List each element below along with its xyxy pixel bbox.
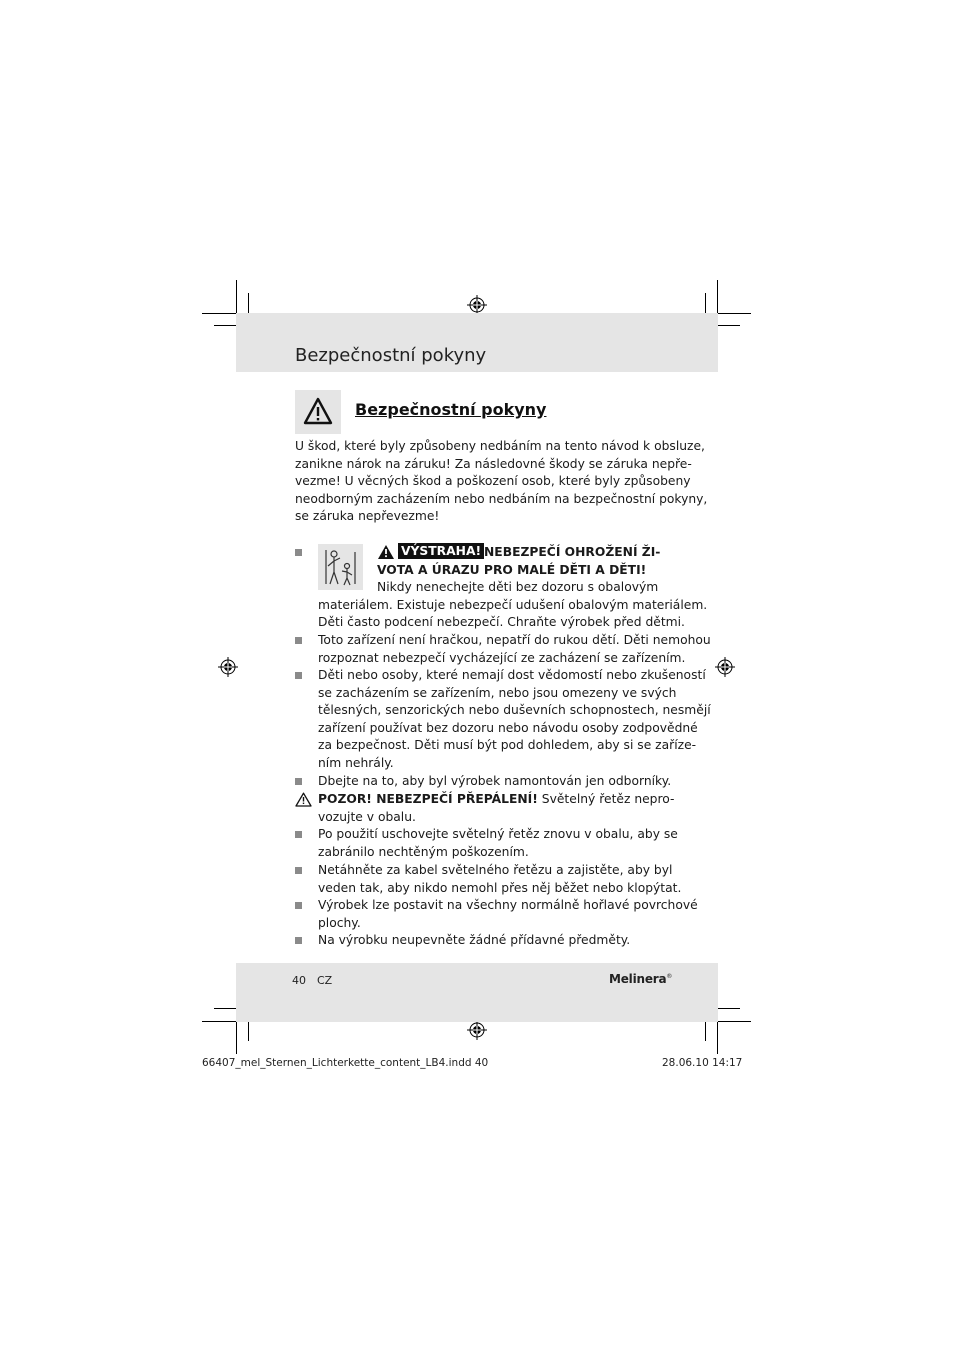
bullet-marker	[295, 637, 302, 644]
crop-mark	[202, 313, 236, 314]
crop-mark	[718, 313, 751, 314]
list-item	[318, 773, 671, 791]
registration-mark-icon	[467, 295, 487, 315]
list-item-line: zabránilo nechtěným poškozením.	[318, 844, 529, 859]
list-item-line: ním nehrály.	[318, 755, 394, 770]
list-item-line: Děti nebo osoby, které nemají dost vědomostí nebo zkušeností	[318, 668, 706, 682]
list-item-line: vozujte v obalu.	[318, 809, 416, 824]
intro-paragraph	[295, 438, 708, 526]
child-warning-box	[318, 544, 363, 590]
child-warning-icon	[318, 544, 363, 590]
list-item	[318, 897, 698, 932]
crop-mark	[202, 1021, 236, 1022]
overheat-warning-bold: POZOR! NEBEZPEČÍ PŘEPÁLENÍ!	[318, 792, 538, 806]
list-item	[318, 667, 711, 773]
bullet-marker	[295, 549, 302, 556]
intro-line: vezme! U věcných škod a poškození osob, které byly způsobeny	[295, 474, 691, 489]
page-title: Bezpečnostní pokyny	[295, 345, 487, 366]
warning-triangle-icon	[377, 544, 395, 560]
warning-title-line: NEBEZPEČÍ OHROŽENÍ ŽI-	[484, 545, 661, 559]
bullet-marker	[295, 831, 302, 838]
list-item	[318, 791, 674, 826]
crop-mark	[236, 280, 237, 313]
list-item-line: Netáhněte za kabel světelného řetězu a zajistěte, aby byl	[318, 863, 673, 877]
crop-mark	[717, 1021, 718, 1054]
crop-mark	[715, 325, 740, 326]
section-heading: Bezpečnostní pokyny	[355, 400, 547, 419]
list-item-line: veden tak, aby nikdo nemohl přes něj běžet nebo klopýtat.	[318, 880, 682, 895]
warning-body-line: materiálem. Existuje nebezpečí udušení obalovým materiálem.	[318, 598, 708, 612]
warning-body-line: Nikdy nenechejte děti bez dozoru s obalovým	[377, 580, 659, 594]
list-item-line: zařízení používat bez dozoru nebo návodu osoby zodpovědné	[318, 720, 698, 735]
crop-mark	[718, 1021, 751, 1022]
print-slug-file: 66407_mel_Sternen_Lichterkette_content_LB4.indd 40	[202, 1057, 489, 1069]
list-item	[318, 862, 681, 897]
list-item-line: plochy.	[318, 915, 361, 930]
list-item-line	[318, 791, 674, 809]
intro-line: se záruka nepřevezme!	[295, 509, 440, 524]
bullet-marker	[295, 937, 302, 944]
intro-line: U škod, které byly způsobeny nedbáním na tento návod k obsluze,	[295, 439, 705, 453]
intro-line: zanikne nárok na záruku! Za následovné škody se záruka nepře-	[295, 456, 692, 471]
brand-registered-mark: ®	[666, 973, 673, 980]
page-number: 40	[292, 974, 306, 987]
list-item-line: Výrobek lze postavit na všechny normálně hořlavé povrchové	[318, 898, 698, 912]
brand-logo	[609, 972, 672, 986]
section-warning-box	[295, 390, 341, 434]
list-item-line: Na výrobku neupevněte žádné přídavné předměty.	[318, 933, 631, 947]
print-slug-date: 28.06.10 14:17	[662, 1057, 743, 1069]
registration-mark-icon	[218, 657, 238, 677]
list-item-line: Toto zařízení není hračkou, nepatří do rukou dětí. Děti nemohou	[318, 633, 711, 647]
list-item-line: tělesných, senzorických nebo duševních schopnostech, nesmějí	[318, 703, 711, 718]
intro-line: neodborným zacházením nebo nedbáním na bezpečnostní pokyny,	[295, 491, 708, 506]
crop-mark	[715, 1008, 740, 1009]
warning-triangle-icon	[295, 792, 312, 807]
list-item	[318, 826, 678, 861]
warning-triangle-icon	[295, 390, 341, 434]
list-item-line: Po použití uschovejte světelný řetěz znovu v obalu, aby se	[318, 827, 678, 841]
bullet-marker	[295, 867, 302, 874]
list-item	[318, 632, 711, 667]
brand-name: Melinera	[609, 972, 667, 986]
crop-mark	[236, 1021, 237, 1054]
language-code: CZ	[317, 974, 333, 987]
registration-mark-icon	[467, 1020, 487, 1040]
warning-body-line: Děti často podcení nebezpečí. Chraňte výrobek před dětmi.	[318, 615, 685, 629]
bullet-marker	[295, 778, 302, 785]
overheat-warning-text: Světelný řetěz nepro-	[537, 792, 675, 806]
bullet-marker	[295, 672, 302, 679]
list-item-line: rozpoznat nebezpečí vycházející ze zacházení se zařízením.	[318, 650, 686, 665]
bullet-marker	[295, 902, 302, 909]
list-item-line: za bezpečnost. Děti musí být pod dohledem, aby si se zaříze-	[318, 738, 697, 753]
list-item	[318, 932, 630, 950]
registration-mark-icon	[715, 657, 735, 677]
list-item-line: Dbejte na to, aby byl výrobek namontován jen odborníky.	[318, 774, 672, 788]
crop-mark	[717, 280, 718, 313]
warning-title-line: VOTA A ÚRAZU PRO MALÉ DĚTI A DĚTI!	[377, 563, 647, 577]
list-item-line: se zacházením se zařízením, nebo jsou omezeny ve svých	[318, 685, 677, 700]
vystraha-tag: VÝSTRAHA!	[398, 543, 484, 559]
